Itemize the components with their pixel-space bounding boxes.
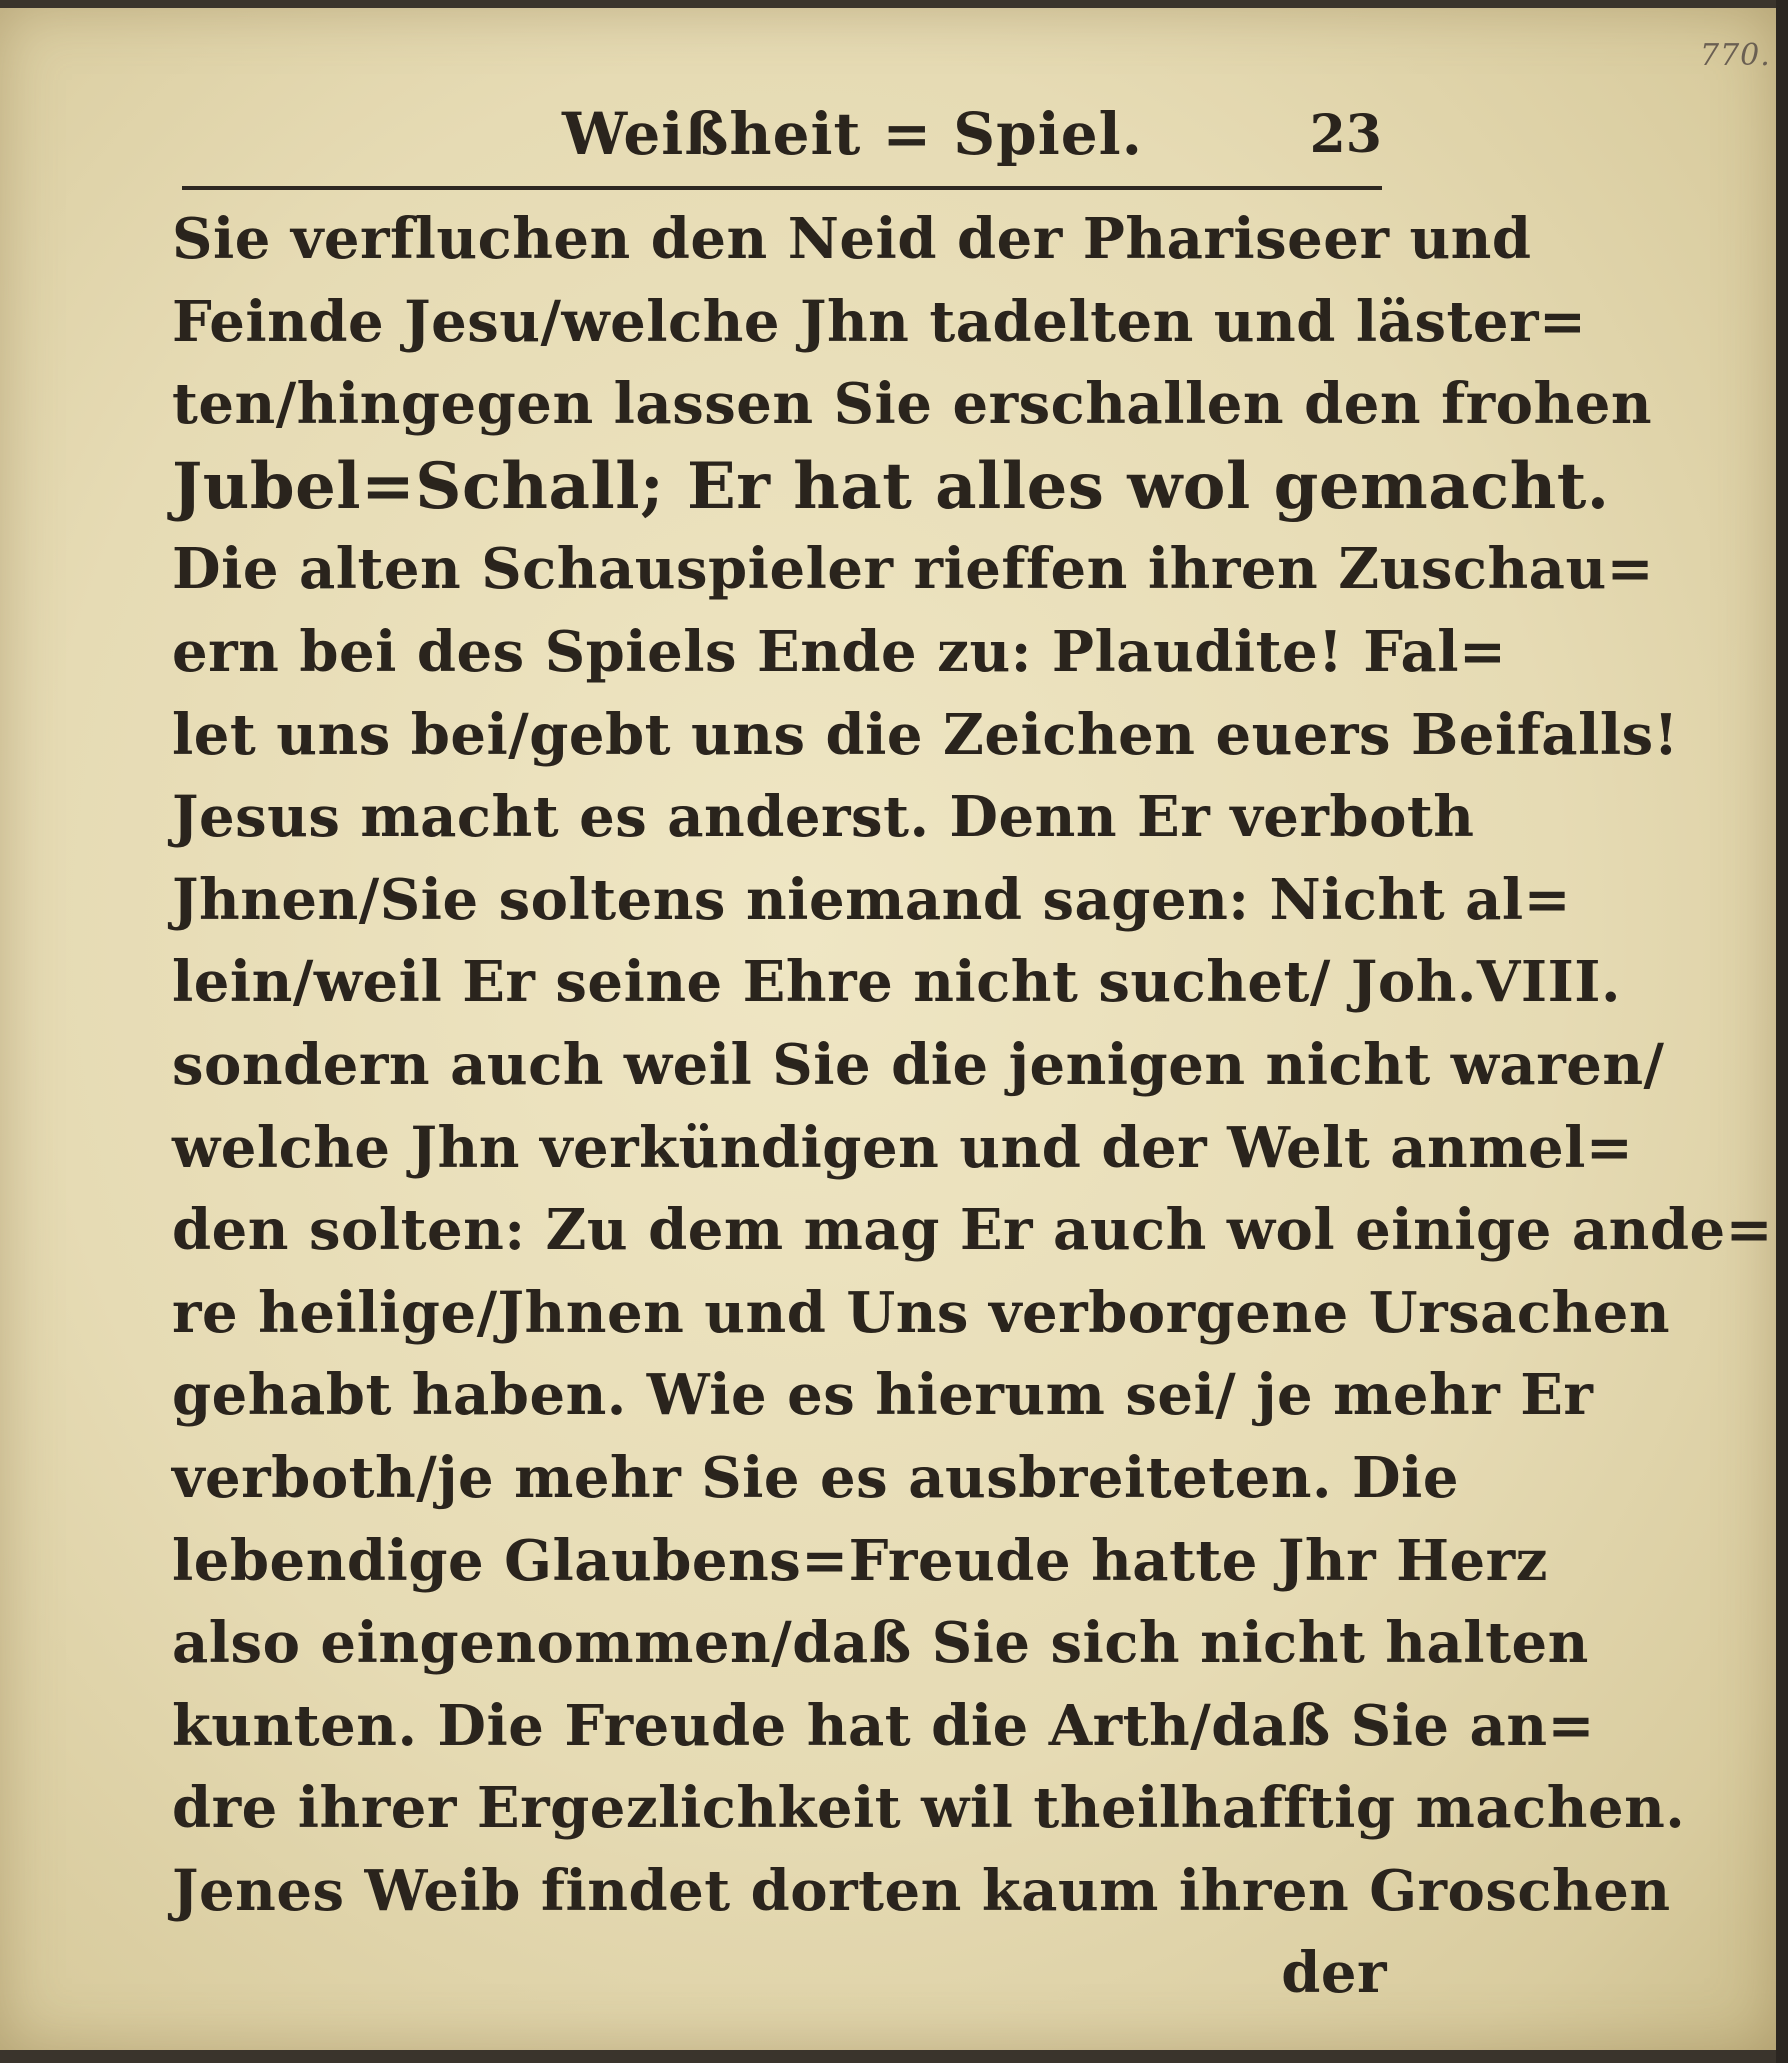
text-line: ern bei des Spiels Ende zu: Plaudite! Fal= [172, 618, 1507, 685]
text-line: lein/weil Er seine Ehre nicht suchet/ Joh.VIII. [172, 949, 1621, 1016]
body-text [172, 198, 1774, 2015]
text-line: sondern auch weil Sie die jenigen nicht waren/ [172, 1031, 1665, 1098]
text-line: Sie verfluchen den Neid der Phariseer und [172, 206, 1532, 272]
text-line: let uns bei/gebt uns die Zeichen euers Beifalls! [172, 701, 1679, 768]
book-page [0, 8, 1776, 2050]
text-line: Die alten Schauspieler rieffen ihren Zuschau= [172, 536, 1655, 603]
page-number: 23 [1309, 104, 1382, 165]
text-line: dre ihrer Ergezlichkeit wil theilhafftig machen. [172, 1775, 1686, 1842]
text-line: Jhnen/Sie soltens niemand sagen: Nicht al= [172, 866, 1572, 933]
page-header [182, 100, 1382, 180]
handwritten-folio-number: 770. [1700, 38, 1771, 73]
text-line: den solten: Zu dem mag Er auch wol einige ande= [172, 1197, 1774, 1264]
text-line: re heilige/Jhnen und Uns verborgene Ursachen [172, 1279, 1671, 1346]
text-line: lebendige Glaubens=Freude hatte Jhr Herz [172, 1527, 1548, 1594]
text-line-emphasis: Jubel=Schall; Er hat alles wol gemacht. [172, 448, 1610, 524]
text-line: Jenes Weib findet dorten kaum ihren Groschen [172, 1857, 1671, 1924]
running-head: Weißheit = Spiel. [562, 100, 1143, 168]
page-edge [1776, 0, 1788, 2063]
text-line: Feinde Jesu/welche Jhn tadelten und läster= [172, 288, 1587, 355]
text-line: also eingenommen/daß Sie sich nicht halten [172, 1610, 1589, 1677]
text-line: gehabt haben. Wie es hierum sei/ je mehr Er [172, 1362, 1594, 1429]
catchword: der [1281, 1940, 1387, 2007]
text-line: kunten. Die Freude hat die Arth/daß Sie an= [172, 1692, 1595, 1759]
text-line: welche Jhn verkündigen und der Welt anmel= [172, 1114, 1634, 1181]
header-rule [182, 186, 1382, 190]
text-line: Jesus macht es anderst. Denn Er verboth [172, 784, 1475, 851]
text-line: ten/hingegen lassen Sie erschallen den frohen [172, 371, 1653, 438]
text-line: verboth/je mehr Sie es ausbreiteten. Die [172, 1444, 1459, 1511]
